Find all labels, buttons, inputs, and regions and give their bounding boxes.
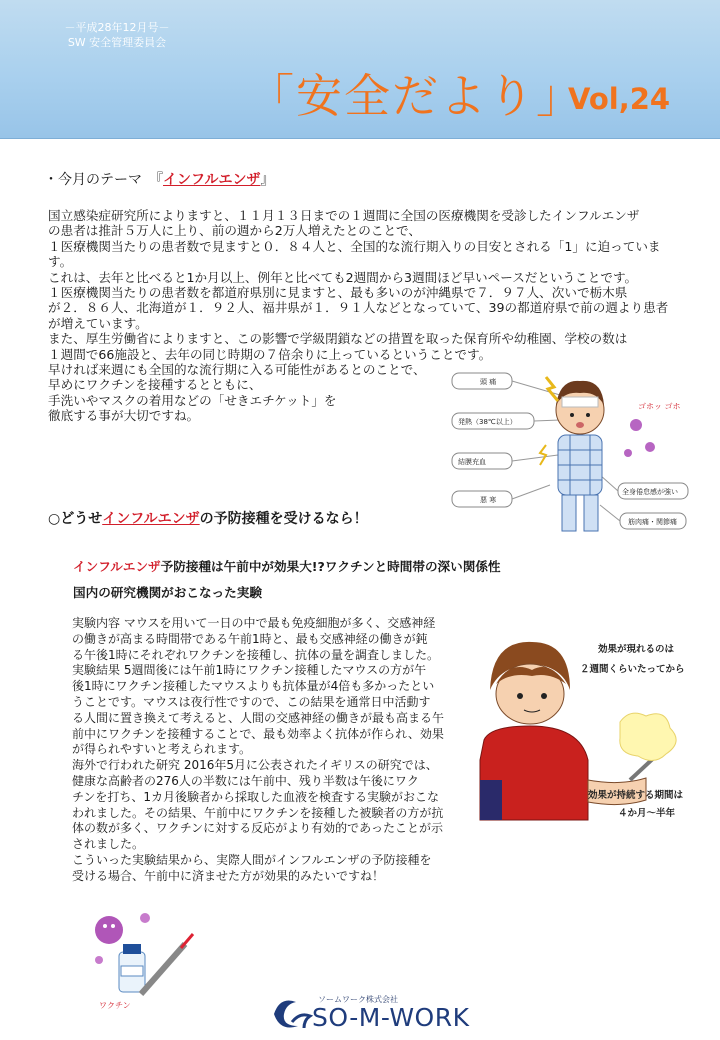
study-line: こういった実験結果から、実際人間がインフルエンザの予防接種を xyxy=(72,852,432,867)
study-line: 健康な高齢者の276人の半数には午前中、残り半数は午後にワク xyxy=(72,773,419,788)
study-line: チンを打ち、1カ月後験者から採取した血液を検査する実験がおこな xyxy=(72,789,440,804)
logo-mark-icon xyxy=(274,1001,298,1028)
theme-keyword: インフルエンザ xyxy=(163,172,261,188)
effect-line-2: ２週間くらいたってから xyxy=(580,664,685,675)
study-line: 前中にワクチンを接種することで、最も効率よく抗体が作られ、効果 xyxy=(72,726,444,741)
study-line: 後1時にワクチン接種したマウスよりも抗体量が4倍も多かったとい xyxy=(72,679,435,694)
study-line: る午後1時にそれぞれワクチンを接種し、抗体の量を調査しました。 xyxy=(72,647,440,662)
intro-line: １医療機関当たりの患者数で見ますと０．８４人と、全国的な流行期入りの目安とされる「1」に迫っていま xyxy=(48,238,661,254)
flu-symptoms-illustration xyxy=(450,365,690,535)
effect-line-4: ４か月〜半年 xyxy=(618,808,676,819)
effect-burst xyxy=(620,713,676,760)
headline-keyword: インフルエンザ xyxy=(73,559,161,574)
study-line: 実験内容 マウスを用いて一日の中で最も免疫細胞が多く、交感神経 xyxy=(72,616,436,630)
cough-text: ゴホッ ゴホ xyxy=(638,402,681,411)
volume-number: Vol,24 xyxy=(568,82,671,116)
headline-rest: 予防接種は午前中が効果大!?ワクチンと時間帯の深い関係性 xyxy=(160,559,501,574)
section-heading-vaccine xyxy=(48,508,368,528)
study-line: 受ける場合、午前中に済ませた方が効果的みたいですね！ xyxy=(72,868,385,883)
section2-prefix: ○どうせ xyxy=(48,511,103,527)
intro-line: 国立感染症研究所によりますと、１１月１３日までの１週間に全国の医療機関を受診したインフルエンザ xyxy=(48,208,640,223)
vaccine-boy-illustration xyxy=(470,630,710,840)
newsletter-title: 「安全だより」 xyxy=(248,69,584,123)
vaccine-vial-illustration xyxy=(85,908,195,1013)
committee-name: SW 安全管理委員会 xyxy=(67,36,167,49)
intro-line: 手洗いやマスクの着用などの「せきエチケット」を xyxy=(48,392,337,408)
company-name-kana: ソームワーク株式会社 xyxy=(318,995,398,1004)
effect-line-1: 効果が現れるのは xyxy=(598,644,675,655)
symptom-conjunctivitis: 結膜充血 xyxy=(458,458,486,466)
intro-line: 早ければ来週にも全国的な流行期に入る可能性があるとのことで、 xyxy=(48,362,426,378)
sick-person xyxy=(540,377,604,531)
issue-date: －平成28年12月号－ xyxy=(64,21,170,34)
section2-suffix: の予防接種を受けるなら！ xyxy=(199,511,368,527)
section2-keyword: インフルエンザ xyxy=(102,511,200,527)
study-line: 体の数が多く、ワクチンに対する反応がより有効的であったことが示 xyxy=(72,821,444,836)
virus-icon xyxy=(95,916,123,944)
theme-prefix: ・今月のテーマ 『 xyxy=(44,172,163,188)
symptom-fatigue: 全身倦怠感が強い xyxy=(622,488,678,496)
study-line: が得られやすいと考えられます。 xyxy=(72,742,252,757)
article-headline xyxy=(73,556,501,575)
intro-line: これは、去年と比べると1か月以上、例年と比べても2週間から3週間ほど早いペースだということです。 xyxy=(48,269,638,285)
study-line: されました。 xyxy=(72,837,145,852)
theme-heading xyxy=(44,169,274,189)
virus-icons xyxy=(624,419,655,457)
study-line: の働きが高まる時間帯である午前1時と、最も交感神経の働きが鈍 xyxy=(72,631,428,646)
symptom-fever: 発熱（38℃以上） xyxy=(458,418,517,426)
study-line: 実験結果 5週間後には午前1時にワクチン接種したマウスの方が午 xyxy=(72,663,427,678)
theme-suffix: 』 xyxy=(260,172,275,188)
article-subheading: 国内の研究機関がおこなった実験 xyxy=(73,585,262,600)
header-banner xyxy=(0,0,720,139)
study-line: われました。その結果、午前中にワクチンを接種した被験者の方が抗 xyxy=(72,805,444,820)
intro-line: 早めにワクチンを接種するとともに、 xyxy=(48,377,262,393)
intro-line: が増えています。 xyxy=(48,315,148,331)
study-line: る人間に置き換えて考えると、人間の交感神経の働きが最も高まる午 xyxy=(72,710,445,725)
study-paragraph xyxy=(72,616,472,885)
company-name: SO-M-WORK xyxy=(312,1003,470,1032)
vaccine-label: ワクチン xyxy=(99,1001,131,1010)
intro-line: １医療機関当たりの患者数を都道府県別に見ますと、最も多いのが沖縄県で７．９７人、次いで栃木県 xyxy=(48,285,628,301)
effect-line-3: 効果が持続する期間は xyxy=(588,790,684,801)
symptom-muscle-pain: 筋肉痛・関節痛 xyxy=(628,518,677,526)
study-line: うことです。マウスは夜行性ですので、この結果を通常日中活動す xyxy=(72,694,431,709)
intro-line: １週間で66施設と、去年の同じ時期の７倍余りに上っているということです。 xyxy=(48,346,492,362)
intro-line: 徹底する事が大切ですね。 xyxy=(48,408,200,424)
symptom-chills: 悪 寒 xyxy=(480,496,497,504)
intro-line: の患者は推計５万人に上り、前の週から2万人増えたとのことで、 xyxy=(48,223,421,239)
intro-line: また、厚生労働省によりますと、この影響で学級閉鎖などの措置を取った保育所や幼稚園、学校の数は xyxy=(48,331,628,347)
study-line: 海外で行われた研究 2016年5月に公表されたイギリスの研究では、 xyxy=(72,758,438,773)
header-issue-info xyxy=(57,20,177,50)
intro-line: が２．８６人、北海道が１．９２人、福井県が１．９１人などとなっていて、39の都道府県で前の週より患者 xyxy=(48,300,669,316)
intro-line: す。 xyxy=(48,254,73,270)
symptom-headache: 頭 痛 xyxy=(480,378,497,386)
